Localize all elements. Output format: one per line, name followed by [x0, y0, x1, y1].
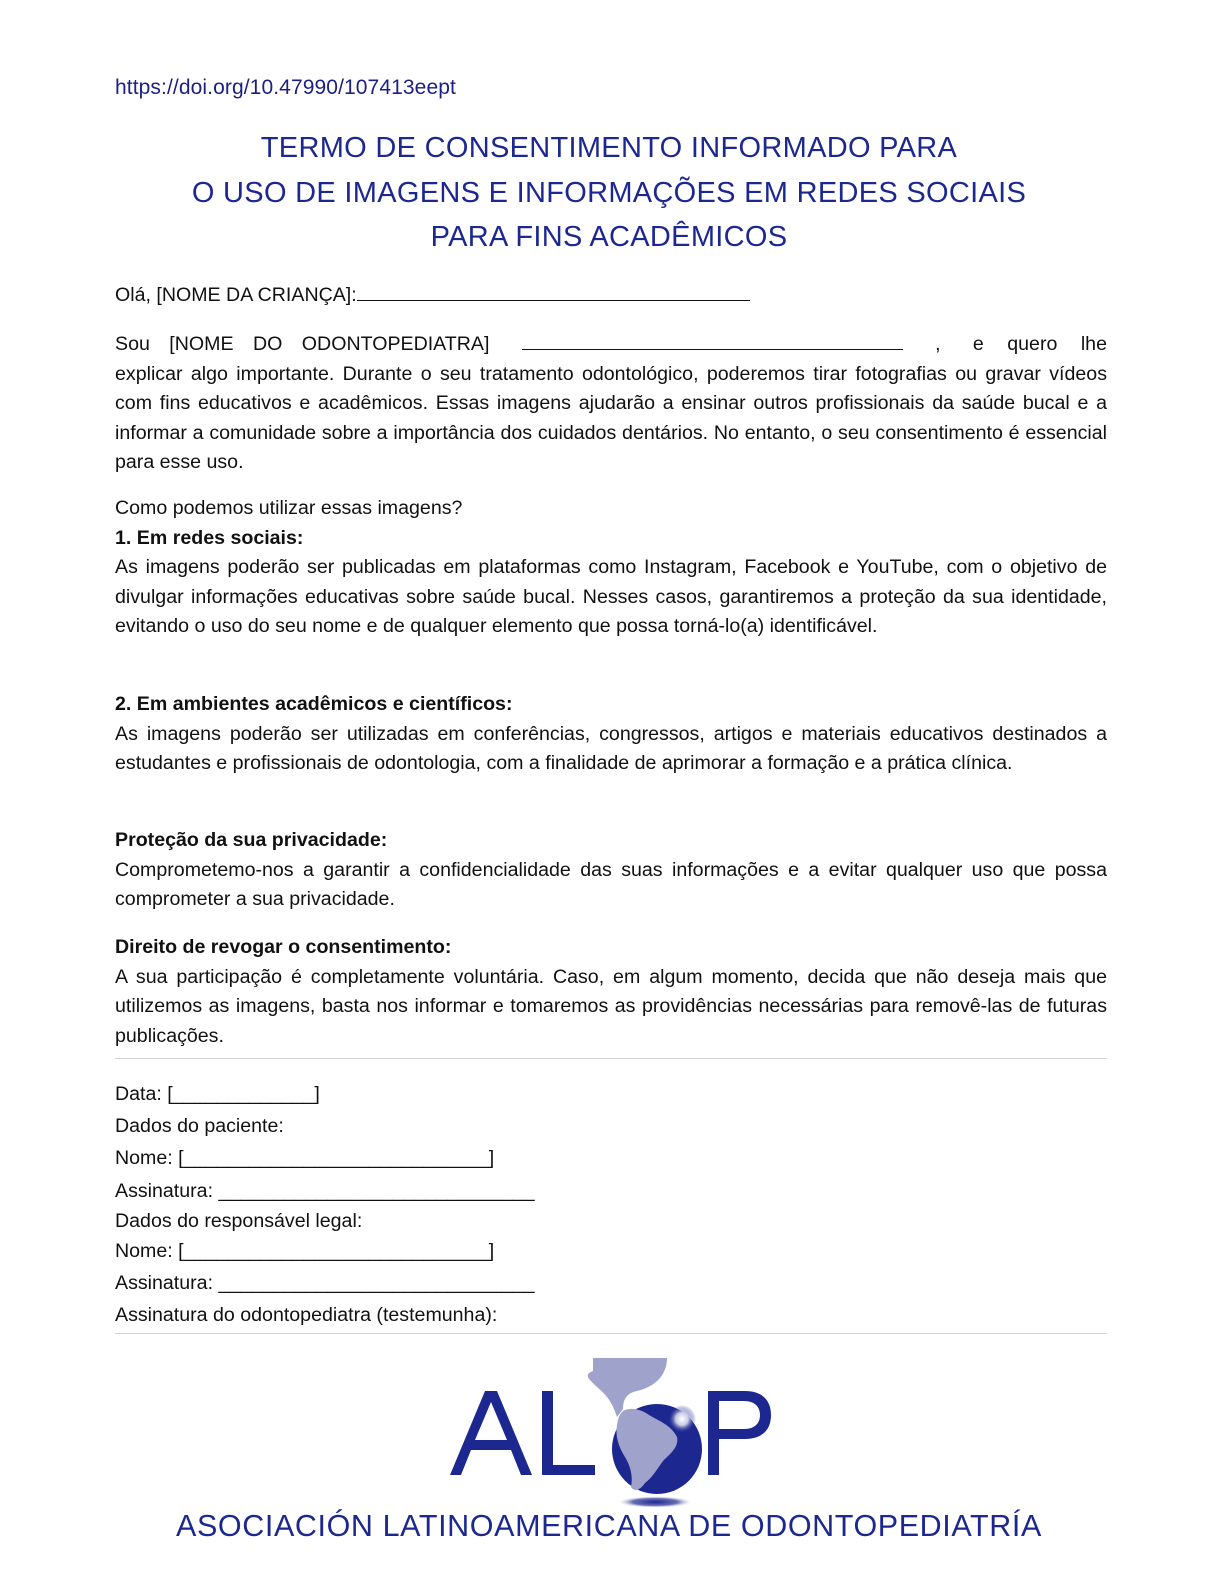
- revoke-heading: Direito de revogar o consentimento:: [115, 936, 452, 958]
- intro-comma: ,: [935, 333, 941, 355]
- child-name-label: Olá, [NOME DA CRIANÇA]:: [115, 284, 357, 306]
- privacy-heading: Proteção da sua privacidade:: [115, 829, 388, 851]
- dentist-name-label: Sou [NOME DO ODONTOPEDIATRA]: [115, 333, 490, 355]
- separator-bottom: [115, 1333, 1107, 1334]
- patient-signature-field[interactable]: Assinatura: _____________________________: [115, 1179, 535, 1202]
- intro-suffix: e quero lhe: [972, 333, 1107, 355]
- section-social-text: As imagens poderão ser publicadas em plataformas como Instagram, Facebook e YouTube, com o objetivo de divulgar informações educativas sobre saúde bucal. Nesses casos, garantiremos a proteção da sua identidade, evitando o uso do seu nome e de qualquer elemento que possa torná-lo(a) identificável.: [115, 556, 1107, 637]
- section-social-heading: 1. Em redes sociais:: [115, 526, 304, 549]
- usage-section: [115, 494, 1107, 642]
- separator-top: [115, 1058, 1107, 1059]
- greeting-line: [115, 281, 1107, 311]
- guardian-name-field[interactable]: Nome: [____________________________]: [115, 1239, 495, 1262]
- dentist-name-field[interactable]: [522, 331, 903, 350]
- privacy-section: [115, 826, 1107, 915]
- title-line-3: PARA FINS ACADÊMICOS: [430, 221, 788, 253]
- intro-paragraph: [115, 330, 1107, 478]
- alop-logo: [445, 1357, 775, 1507]
- intro-text: explicar algo importante. Durante o seu tratamento odontológico, poderemos tirar fotografias ou gravar vídeos com fins educativos e acadêmicos. Essas imagens ajudarão a ensinar outros profissionais da saúde bucal e a informar a comunidade sobre a importância dos cuidados dentários. No entanto, o seu consentimento é essencial para esse uso.: [115, 362, 1107, 473]
- intro-first-line: [115, 330, 1107, 360]
- globe-latin-america-icon: [445, 1357, 775, 1507]
- guardian-header: Dados do responsável legal:: [115, 1209, 363, 1232]
- usage-question: Como podemos utilizar essas imagens?: [115, 497, 463, 519]
- section-academic-heading: 2. Em ambientes acadêmicos e científicos:: [115, 693, 513, 715]
- section-academic-text: As imagens poderão ser utilizadas em conferências, congressos, artigos e materiais educativos destinados a estudantes e profissionais de odontologia, com a finalidade de aprimorar a formação e a prática clínica.: [115, 722, 1107, 774]
- title-line-2: O USO DE IMAGENS E INFORMAÇÕES EM REDES SOCIAIS: [191, 176, 1027, 209]
- privacy-text: Comprometemo-nos a garantir a confidencialidade das suas informações e a evitar qualquer uso que possa comprometer a sua privacidade.: [115, 858, 1107, 910]
- doi-link[interactable]: https://doi.org/10.47990/107413eept: [115, 76, 456, 99]
- revoke-section: [115, 933, 1107, 1051]
- dentist-signature-label: Assinatura do odontopediatra (testemunha):: [115, 1304, 498, 1327]
- patient-name-field[interactable]: Nome: [____________________________]: [115, 1147, 495, 1170]
- organization-name: ASOCIACIÓN LATINOAMERICANA DE ODONTOPEDIATRÍA: [176, 1509, 1042, 1543]
- document-title: [0, 126, 1218, 260]
- date-field[interactable]: Data: [_____________]: [115, 1083, 320, 1105]
- patient-header: Dados do paciente:: [115, 1115, 284, 1138]
- guardian-signature-field[interactable]: Assinatura: _____________________________: [115, 1272, 535, 1295]
- child-name-field[interactable]: [357, 282, 750, 301]
- title-line-1: TERMO DE CONSENTIMENTO INFORMADO PARA: [260, 132, 958, 164]
- academic-section: [115, 690, 1107, 779]
- revoke-text: A sua participação é completamente voluntária. Caso, em algum momento, decida que não deseja mais que utilizemos as imagens, basta nos informar e tomaremos as providências necessárias para removê-las de futuras publicações.: [115, 965, 1107, 1047]
- signature-block: [115, 1078, 534, 1331]
